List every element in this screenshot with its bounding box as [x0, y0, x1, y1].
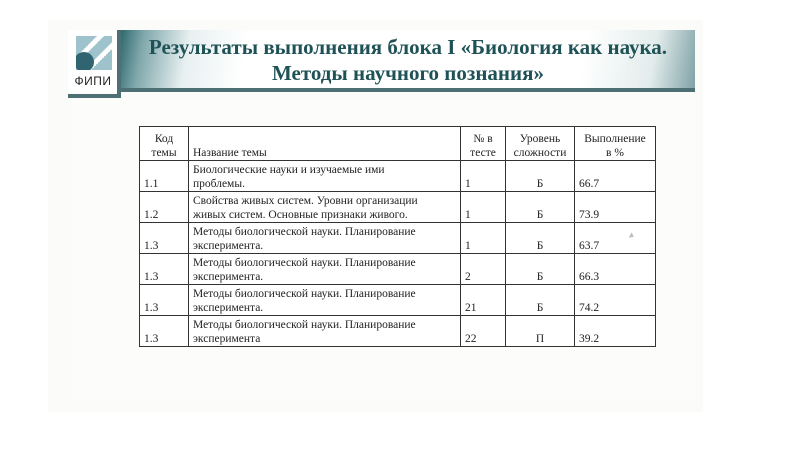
cell-name-line1: Биологические науки и изучаемые ими [193, 164, 385, 176]
cell-code: 1.3 [140, 223, 189, 254]
cell-name-line1: Методы биологической науки. Планирование [193, 319, 416, 331]
cell-pct: 66.7 [575, 161, 656, 192]
slide-title [121, 34, 695, 86]
cell-level: Б [506, 192, 575, 223]
cell-name-line2: живых систем. Основные признаки живого. [193, 209, 408, 221]
cell-pct: 39.2 [575, 316, 656, 347]
cell-code: 1.3 [140, 316, 189, 347]
table-row [140, 316, 656, 347]
header-underline [121, 88, 695, 92]
cell-level: Б [506, 223, 575, 254]
cell-level: Б [506, 161, 575, 192]
logo-text: ФИПИ [74, 74, 112, 88]
cell-num: 21 [461, 285, 506, 316]
cell-num: 1 [461, 223, 506, 254]
cell-name-line1: Методы биологической науки. Планирование [193, 257, 416, 269]
cell-name-line2: эксперимента [193, 333, 261, 345]
cell-code: 1.1 [140, 161, 189, 192]
col-header-pct [575, 127, 656, 161]
col-header-code [140, 127, 189, 161]
cell-level: П [506, 316, 575, 347]
cell-name-line2: проблемы. [193, 178, 245, 190]
col-header-num [461, 127, 506, 161]
cell-level: Б [506, 254, 575, 285]
cell-code: 1.3 [140, 285, 189, 316]
cell-name [189, 285, 461, 316]
results-table [139, 126, 656, 347]
cell-name [189, 161, 461, 192]
col-header-num-line1: № в [473, 133, 493, 145]
cell-name [189, 316, 461, 347]
col-header-level [506, 127, 575, 161]
table-row [140, 223, 656, 254]
cell-code: 1.3 [140, 254, 189, 285]
cell-name [189, 254, 461, 285]
logo-mark-icon [76, 36, 112, 70]
cell-name [189, 223, 461, 254]
table-header-row [140, 127, 656, 161]
col-header-name: Название темы [189, 127, 461, 161]
col-header-level-line1: Уровень [519, 133, 561, 145]
col-header-level-line2: сложности [513, 147, 567, 159]
cell-num: 1 [461, 161, 506, 192]
cell-num: 2 [461, 254, 506, 285]
col-header-pct-line1: Выполнение [584, 133, 646, 145]
cell-name-line1: Свойства живых систем. Уровни организации [193, 195, 418, 207]
cell-pct: 73.9 [575, 192, 656, 223]
col-header-code-line2: темы [151, 147, 177, 159]
cell-pct: 63.7 [575, 223, 656, 254]
cell-name [189, 192, 461, 223]
col-header-code-line1: Код [154, 133, 174, 145]
col-header-pct-line2: в % [606, 147, 624, 159]
cell-num: 22 [461, 316, 506, 347]
fipi-logo [68, 30, 118, 92]
cell-pct: 66.3 [575, 254, 656, 285]
cell-num: 1 [461, 192, 506, 223]
table-row [140, 192, 656, 223]
cell-level: Б [506, 285, 575, 316]
table-row [140, 285, 656, 316]
cell-name-line2: эксперимента. [193, 240, 264, 252]
cell-name-line2: эксперимента. [193, 271, 264, 283]
logo-circle-icon [76, 52, 94, 70]
table-row [140, 161, 656, 192]
cell-name-line1: Методы биологической науки. Планирование [193, 226, 416, 238]
col-header-num-line2: тесте [470, 147, 496, 159]
title-line-2: Методы научного познания» [271, 61, 544, 85]
title-line-1: Результаты выполнения блока I «Биология как наука. [148, 35, 668, 59]
cell-pct: 74.2 [575, 285, 656, 316]
cell-name-line2: эксперимента. [193, 302, 264, 314]
logo-frame-horizontal [68, 94, 121, 98]
table-row [140, 254, 656, 285]
cell-name-line1: Методы биологической науки. Планирование [193, 288, 416, 300]
cell-code: 1.2 [140, 192, 189, 223]
